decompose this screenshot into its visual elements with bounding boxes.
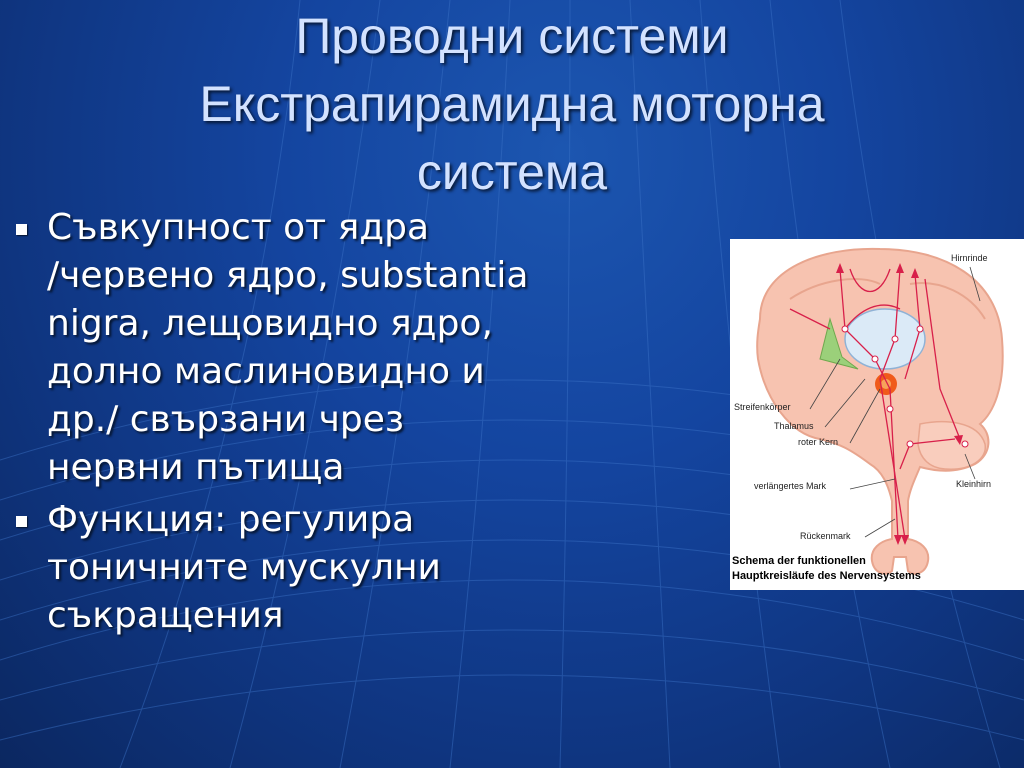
bullet-text — [47, 496, 441, 640]
bullet-line: нервни пътища — [47, 447, 345, 488]
bullet-item-function — [8, 496, 708, 640]
thalamus-shape — [845, 309, 925, 369]
bullet-list — [8, 204, 708, 644]
bullet-line: съкращения — [47, 595, 284, 636]
square-bullet-icon — [16, 516, 27, 527]
label-hirnrinde: Hirnrinde — [951, 253, 988, 263]
brain-diagram-drawing — [730, 239, 1024, 590]
title-line-3: система — [416, 144, 608, 200]
label-verlaengertes-mark: verlängertes Mark — [754, 481, 827, 491]
label-roter-kern: roter Kern — [798, 437, 839, 447]
label-streifenkoerper: Streifenkörper — [734, 402, 791, 412]
slide-title — [0, 2, 1024, 206]
label-rueckenmark: Rückenmark — [800, 531, 851, 541]
brain-diagram — [730, 239, 1024, 590]
label-thalamus: Thalamus — [774, 421, 814, 431]
square-bullet-icon — [16, 224, 27, 235]
title-line-1: Проводни системи — [295, 8, 729, 64]
bullet-line: долно маслиновидно и — [47, 351, 485, 392]
bullet-line: nigra, лещовидно ядро, — [47, 303, 493, 344]
bullet-line: Съвкупност от ядра — [47, 207, 430, 248]
bullet-line: /червено ядро, substantia — [47, 255, 529, 296]
title-line-2: Екстрапирамидна моторна — [199, 76, 825, 132]
figure-caption-line-1: Schema der funktionellen — [732, 555, 866, 567]
bullet-item-nuclei — [8, 204, 708, 492]
bullet-line: тоничните мускулни — [47, 547, 441, 588]
figure-caption-line-2: Hauptkreisläufe des Nervensystems — [732, 570, 921, 582]
bullet-line: Функция: регулира — [47, 499, 415, 540]
label-kleinhirn: Kleinhirn — [956, 479, 992, 489]
bullet-line: др./ свързани чрез — [47, 399, 405, 440]
bullet-text — [47, 204, 528, 492]
